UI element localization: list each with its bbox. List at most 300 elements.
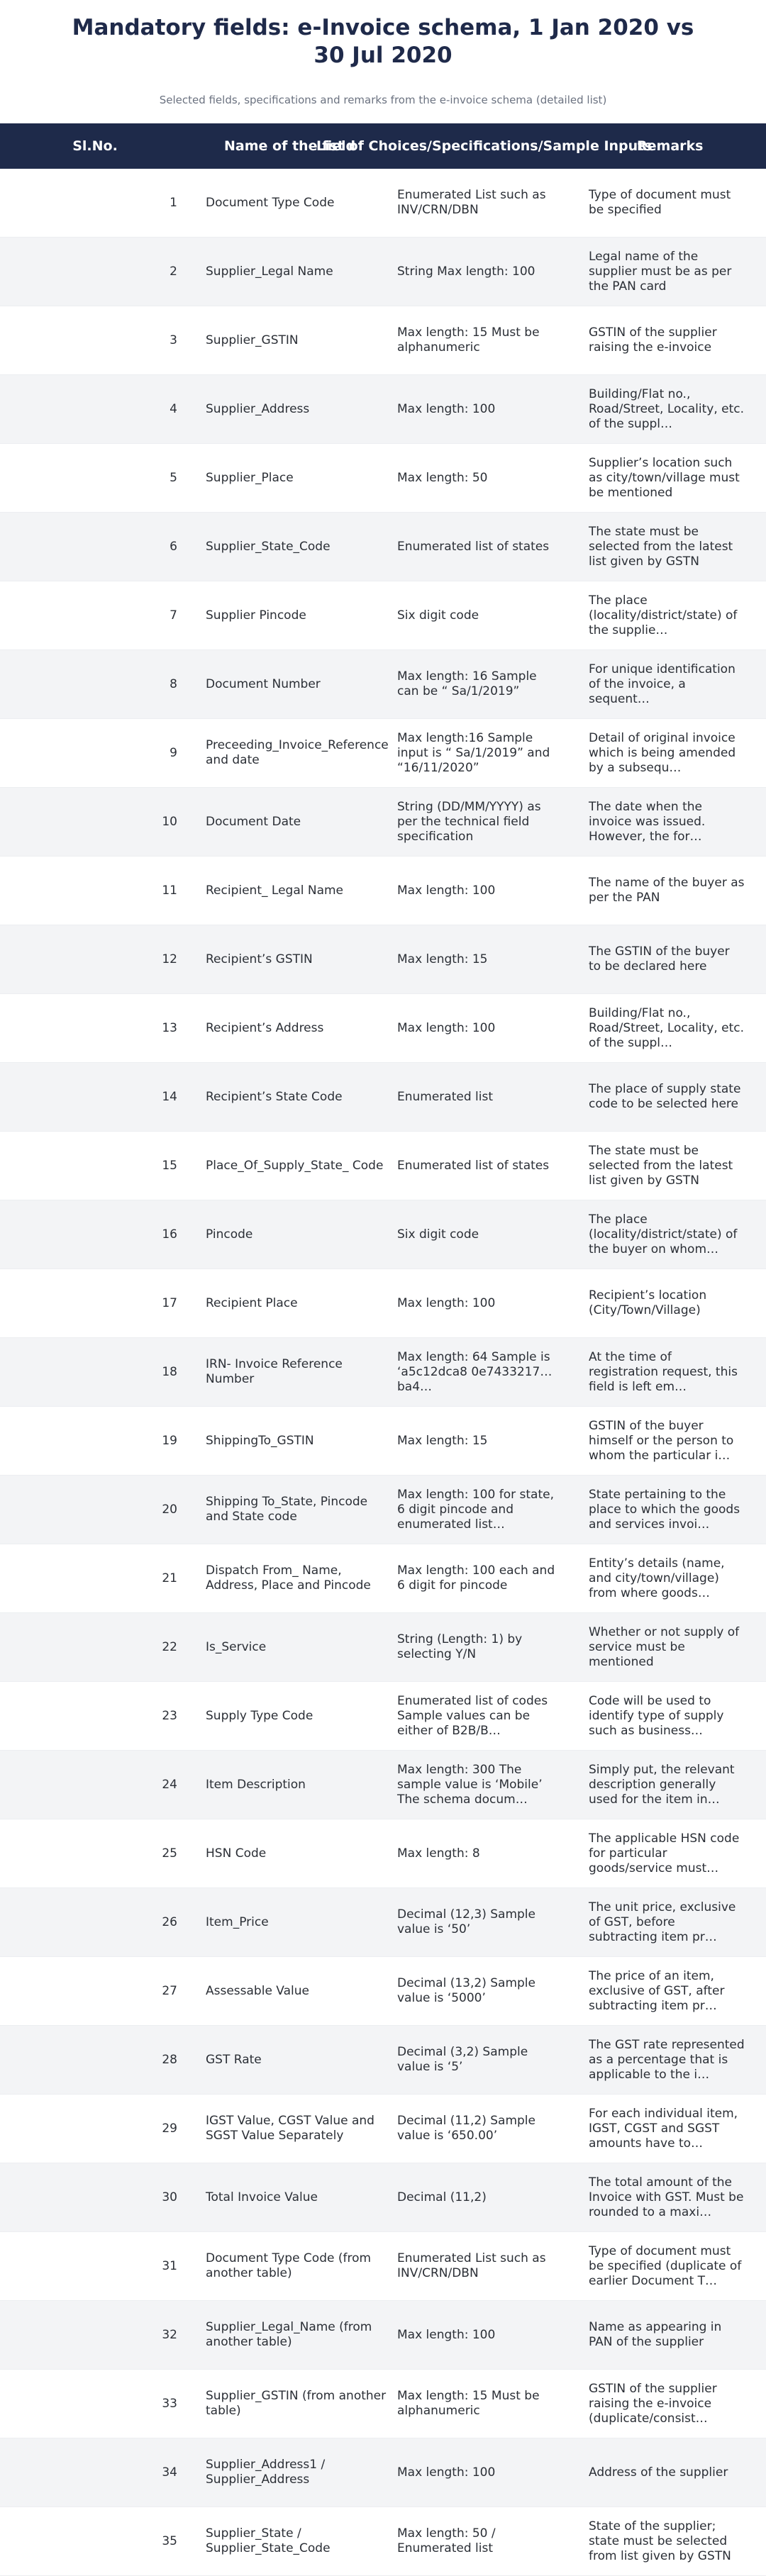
cell-spec-text: Max length: 15	[397, 952, 488, 966]
cell-name	[206, 1132, 390, 1200]
cell-spec-text: Max length: 100	[397, 2465, 496, 2480]
cell-spec-text: Enumerated list	[397, 1089, 494, 1104]
table-row	[0, 1200, 766, 1269]
cell-spec	[397, 1407, 560, 1475]
cell-sl	[135, 1269, 177, 1337]
cell-name-text: Item_Price	[206, 1914, 269, 1929]
cell-remarks-text: Address of the supplier	[589, 2465, 728, 2480]
cell-remarks	[589, 925, 745, 993]
cell-remarks	[589, 581, 745, 649]
cell-spec-text: Enumerated list of states	[397, 1158, 550, 1173]
table-body	[0, 169, 766, 2576]
table-row	[0, 1819, 766, 1888]
cell-name-text: Supplier_Legal_Name (from another table)	[206, 2320, 372, 2349]
cell-name	[206, 1338, 390, 1406]
cell-sl-text: 25	[162, 1846, 177, 1861]
cell-sl	[135, 2507, 177, 2575]
cell-sl-text: 31	[162, 2258, 177, 2273]
cell-name	[206, 238, 390, 306]
table-row	[0, 2232, 766, 2301]
cell-name	[206, 1063, 390, 1131]
cell-remarks	[589, 1132, 745, 1200]
cell-remarks	[589, 1888, 745, 1956]
table-row	[0, 513, 766, 581]
cell-spec-text: Decimal (11,2) Sample value is ‘650.00’	[397, 2114, 535, 2143]
cell-sl	[135, 1751, 177, 1819]
cell-remarks	[589, 444, 745, 512]
cell-name	[206, 2370, 390, 2438]
cell-spec-text: Max length: 100 each and 6 digit for pincode	[397, 1563, 555, 1593]
cell-spec	[397, 788, 560, 856]
cell-sl	[135, 994, 177, 1062]
table-row	[0, 719, 766, 788]
cell-name	[206, 375, 390, 443]
cell-remarks	[589, 2095, 745, 2163]
cell-name	[206, 306, 390, 374]
cell-spec-text: Max length: 50	[397, 470, 488, 485]
table-row	[0, 2163, 766, 2232]
cell-spec-text: Decimal (12,3) Sample value is ‘50’	[397, 1907, 535, 1936]
cell-spec-text: Max length: 100	[397, 1020, 496, 1035]
cell-name	[206, 788, 390, 856]
table-row	[0, 1132, 766, 1200]
cell-name-text: Item Description	[206, 1777, 306, 1792]
table-row	[0, 994, 766, 1063]
cell-remarks-text: Building/Flat no., Road/Street, Locality, etc. of the suppl…	[589, 386, 745, 431]
cell-name-text: IGST Value, CGST Value and SGST Value Separately	[206, 2114, 374, 2143]
cell-spec-text: Max length: 100	[397, 1295, 496, 1310]
cell-remarks-text: Supplier’s location such as city/town/village must be mentioned	[589, 455, 740, 500]
cell-sl-text: 26	[162, 1914, 177, 1929]
cell-spec-text: Max length: 100	[397, 401, 496, 416]
cell-name	[206, 1682, 390, 1750]
cell-spec	[397, 2163, 560, 2231]
cell-spec-text: Max length:16 Sample input is “ Sa/1/2019” and “16/11/2020”	[397, 730, 550, 775]
cell-sl	[135, 788, 177, 856]
cell-remarks	[589, 1269, 745, 1337]
cell-name-text: Document Number	[206, 676, 321, 691]
cell-spec	[397, 1544, 560, 1612]
table-header	[0, 123, 766, 169]
cell-sl-text: 16	[162, 1227, 177, 1242]
cell-remarks-text: Code will be used to identify type of supply such as business…	[589, 1693, 724, 1738]
cell-spec-text: Decimal (13,2) Sample value is ‘5000’	[397, 1976, 535, 2005]
cell-name	[206, 2232, 390, 2300]
cell-spec	[397, 2026, 560, 2094]
cell-sl-text: 30	[162, 2190, 177, 2204]
cell-remarks-text: The GSTIN of the buyer to be declared here	[589, 944, 730, 974]
cell-remarks	[589, 2163, 745, 2231]
table-row	[0, 788, 766, 857]
cell-spec	[397, 169, 560, 237]
cell-remarks	[589, 788, 745, 856]
cell-remarks-text: The price of an item, exclusive of GST, after subtracting item pr…	[589, 1968, 725, 2013]
cell-name	[206, 1957, 390, 2025]
cell-sl-text: 7	[170, 608, 177, 623]
cell-sl-text: 1	[170, 195, 177, 210]
cell-spec	[397, 1888, 560, 1956]
cell-name-text: Total Invoice Value	[206, 2190, 318, 2204]
cell-spec	[397, 2370, 560, 2438]
cell-sl-text: 33	[162, 2396, 177, 2411]
table-row	[0, 238, 766, 306]
table-row	[0, 1063, 766, 1132]
cell-sl-text: 8	[170, 676, 177, 691]
cell-sl-text: 5	[170, 470, 177, 485]
table-row	[0, 1269, 766, 1338]
table-row	[0, 1957, 766, 2026]
cell-name-text: Recipient Place	[206, 1295, 298, 1310]
cell-name	[206, 1819, 390, 1888]
cell-sl-text: 12	[162, 952, 177, 966]
cell-sl	[135, 1338, 177, 1406]
cell-spec	[397, 1751, 560, 1819]
cell-sl-text: 14	[162, 1089, 177, 1104]
cell-sl	[135, 1132, 177, 1200]
cell-remarks-text: State pertaining to the place to which the goods and services invoi…	[589, 1487, 740, 1532]
table-row	[0, 2095, 766, 2163]
cell-spec	[397, 2232, 560, 2300]
cell-name-text: Supplier_Address1 / Supplier_Address	[206, 2458, 326, 2487]
cell-remarks-text: For each individual item, IGST, CGST and SGST amounts have to…	[589, 2106, 738, 2151]
cell-remarks	[589, 513, 745, 581]
cell-name	[206, 650, 390, 718]
column-header-spec: List of Choices/Specifications/Sample Inputs	[316, 138, 653, 154]
cell-remarks-text: The date when the invoice was issued. However, the for…	[589, 799, 706, 844]
cell-spec	[397, 925, 560, 993]
table-row	[0, 169, 766, 238]
cell-remarks-text: GSTIN of the supplier raising the e-invoice	[589, 325, 717, 355]
cell-remarks	[589, 2301, 745, 2369]
cell-spec	[397, 857, 560, 925]
cell-spec	[397, 1269, 560, 1337]
cell-spec-text: Max length: 300 The sample value is ‘Mobile’ The schema docum…	[397, 1762, 543, 1807]
cell-remarks	[589, 375, 745, 443]
cell-remarks	[589, 2507, 745, 2575]
cell-spec	[397, 513, 560, 581]
cell-remarks	[589, 1200, 745, 1269]
cell-name	[206, 1476, 390, 1544]
cell-name-text: Shipping To_State, Pincode and State code	[206, 1495, 368, 1524]
table-row	[0, 1476, 766, 1544]
cell-name	[206, 1751, 390, 1819]
cell-sl-text: 18	[162, 1364, 177, 1379]
cell-name	[206, 994, 390, 1062]
cell-name	[206, 2026, 390, 2094]
column-header-name: Name of the field	[224, 138, 356, 154]
cell-sl	[135, 857, 177, 925]
cell-name-text: Is_Service	[206, 1639, 267, 1654]
cell-name-text: Supply Type Code	[206, 1708, 313, 1723]
cell-spec-text: Enumerated list of codes Sample values can be either of B2B/B…	[397, 1693, 548, 1738]
cell-sl	[135, 1957, 177, 2025]
cell-name	[206, 857, 390, 925]
cell-remarks	[589, 1338, 745, 1406]
table-row	[0, 650, 766, 719]
cell-name	[206, 444, 390, 512]
cell-name-text: Document Type Code (from another table)	[206, 2251, 372, 2280]
cell-spec	[397, 994, 560, 1062]
page-header	[0, 0, 766, 109]
cell-name-text: Supplier_GSTIN	[206, 333, 299, 347]
cell-remarks	[589, 2370, 745, 2438]
cell-sl-text: 9	[170, 745, 177, 760]
table-row	[0, 444, 766, 513]
cell-remarks	[589, 1751, 745, 1819]
cell-remarks-text: Detail of original invoice which is being amended by a subsequ…	[589, 730, 736, 775]
cell-spec	[397, 581, 560, 649]
cell-spec-text: Six digit code	[397, 1227, 479, 1242]
cell-remarks-text: The name of the buyer as per the PAN	[589, 876, 745, 905]
cell-spec	[397, 1476, 560, 1544]
cell-sl	[135, 719, 177, 787]
cell-name-text: Document Date	[206, 814, 301, 829]
cell-spec	[397, 650, 560, 718]
cell-sl	[135, 238, 177, 306]
page-title: Mandatory fields: e-Invoice schema, 1 Jan 2020 vs 30 Jul 2020	[72, 15, 694, 68]
cell-sl	[135, 1063, 177, 1131]
cell-sl	[135, 2370, 177, 2438]
cell-sl	[135, 650, 177, 718]
cell-name	[206, 169, 390, 237]
table-row	[0, 2370, 766, 2438]
cell-name-text: Supplier_State_Code	[206, 539, 331, 554]
cell-remarks-text: Simply put, the relevant description generally used for the item in…	[589, 1762, 735, 1807]
cell-name-text: Assessable Value	[206, 1983, 309, 1998]
cell-name-text: GST Rate	[206, 2052, 262, 2067]
cell-spec	[397, 2301, 560, 2369]
cell-sl-text: 35	[162, 2533, 177, 2548]
cell-remarks-text: The state must be selected from the latest list given by GSTN	[589, 524, 733, 569]
cell-sl	[135, 1888, 177, 1956]
cell-remarks	[589, 169, 745, 237]
cell-spec-text: Max length: 100 for state, 6 digit pincode and enumerated list…	[397, 1487, 554, 1532]
cell-name-text: Pincode	[206, 1227, 253, 1242]
cell-remarks-text: Legal name of the supplier must be as per the PAN card	[589, 249, 732, 294]
cell-name-text: Supplier_State / Supplier_State_Code	[206, 2526, 331, 2555]
cell-spec-text: Decimal (11,2)	[397, 2190, 487, 2204]
cell-sl	[135, 1476, 177, 1544]
cell-sl-text: 11	[162, 883, 177, 898]
cell-name-text: Document Type Code	[206, 195, 335, 210]
cell-sl	[135, 375, 177, 443]
cell-name-text: Supplier_Address	[206, 401, 310, 416]
cell-name-text: HSN Code	[206, 1846, 267, 1861]
cell-sl-text: 34	[162, 2465, 177, 2480]
cell-spec-text: String Max length: 100	[397, 264, 535, 279]
cell-name-text: IRN- Invoice Reference Number	[206, 1357, 343, 1386]
cell-remarks-text: The place (locality/district/state) of the buyer on whom…	[589, 1212, 738, 1256]
cell-sl	[135, 581, 177, 649]
cell-sl-text: 24	[162, 1777, 177, 1792]
cell-spec-text: Max length: 16 Sample can be “ Sa/1/2019”	[397, 669, 537, 698]
cell-remarks-text: GSTIN of the supplier raising the e-invoice (duplicate/consist…	[589, 2381, 717, 2426]
cell-spec-text: Enumerated List such as INV/CRN/DBN	[397, 188, 546, 217]
cell-remarks	[589, 1682, 745, 1750]
cell-remarks	[589, 994, 745, 1062]
table-row	[0, 1888, 766, 1957]
cell-name	[206, 1888, 390, 1956]
cell-remarks-text: The unit price, exclusive of GST, before subtracting item pr…	[589, 1900, 736, 1944]
cell-spec	[397, 1200, 560, 1269]
cell-spec	[397, 1819, 560, 1888]
table-row	[0, 2301, 766, 2370]
table-row	[0, 925, 766, 994]
cell-sl	[135, 2026, 177, 2094]
cell-remarks	[589, 2438, 745, 2507]
cell-remarks-text: Building/Flat no., Road/Street, Locality, etc. of the suppl…	[589, 1005, 745, 1050]
cell-sl-text: 17	[162, 1295, 177, 1310]
cell-remarks-text: The applicable HSN code for particular goods/service must…	[589, 1831, 740, 1875]
cell-remarks	[589, 857, 745, 925]
cell-remarks-text: At the time of registration request, this field is left em…	[589, 1349, 738, 1394]
cell-spec-text: Max length: 64 Sample is ‘a5c12dca8 0e7433217…ba4…	[397, 1349, 553, 1394]
table-row	[0, 2026, 766, 2095]
table-row	[0, 1682, 766, 1751]
cell-sl	[135, 2163, 177, 2231]
cell-spec	[397, 1132, 560, 1200]
cell-name-text: Dispatch From_ Name, Address, Place and Pincode	[206, 1563, 371, 1593]
cell-sl-text: 32	[162, 2327, 177, 2342]
cell-sl-text: 3	[170, 333, 177, 347]
cell-remarks-text: The place (locality/district/state) of the supplie…	[589, 593, 738, 637]
cell-remarks	[589, 1819, 745, 1888]
cell-spec	[397, 444, 560, 512]
cell-remarks	[589, 1544, 745, 1612]
cell-name-text: Place_Of_Supply_State_ Code	[206, 1158, 384, 1173]
table-row	[0, 1613, 766, 1682]
column-header-remarks: Remarks	[637, 138, 704, 154]
cell-remarks-text: GSTIN of the buyer himself or the person to whom the particular i…	[589, 1418, 734, 1463]
cell-sl-text: 23	[162, 1708, 177, 1723]
fields-table	[0, 123, 766, 2576]
cell-sl	[135, 169, 177, 237]
cell-name-text: Recipient’s State Code	[206, 1089, 343, 1104]
cell-spec	[397, 238, 560, 306]
cell-sl	[135, 925, 177, 993]
cell-sl-text: 13	[162, 1020, 177, 1035]
cell-name-text: Supplier_Legal Name	[206, 264, 333, 279]
table-row	[0, 857, 766, 925]
cell-remarks	[589, 238, 745, 306]
cell-sl-text: 6	[170, 539, 177, 554]
cell-sl	[135, 2232, 177, 2300]
cell-name	[206, 2301, 390, 2369]
cell-sl-text: 28	[162, 2052, 177, 2067]
cell-remarks-text: For unique identification of the invoice, a sequent…	[589, 662, 736, 706]
cell-name	[206, 2438, 390, 2507]
cell-sl-text: 19	[162, 1433, 177, 1448]
column-header-sl: Sl.No.	[72, 138, 118, 154]
cell-sl	[135, 1613, 177, 1681]
table-row	[0, 581, 766, 650]
cell-sl	[135, 306, 177, 374]
cell-name	[206, 513, 390, 581]
cell-sl-text: 21	[162, 1571, 177, 1585]
cell-remarks-text: The state must be selected from the latest list given by GSTN	[589, 1143, 733, 1188]
cell-remarks-text: State of the supplier; state must be selected from list given by GSTN	[589, 2519, 731, 2563]
cell-name	[206, 1613, 390, 1681]
cell-remarks-text: Name as appearing in PAN of the supplier	[589, 2320, 722, 2349]
cell-sl	[135, 513, 177, 581]
cell-remarks-text: The total amount of the Invoice with GST. Must be rounded to a maxi…	[589, 2175, 744, 2219]
cell-spec	[397, 1063, 560, 1131]
cell-name-text: Recipient’s GSTIN	[206, 952, 313, 966]
cell-spec-text: Max length: 8	[397, 1846, 480, 1861]
cell-name	[206, 2163, 390, 2231]
cell-name-text: Supplier_GSTIN (from another table)	[206, 2389, 387, 2418]
cell-remarks	[589, 1957, 745, 2025]
cell-sl	[135, 2095, 177, 2163]
cell-spec-text: String (DD/MM/YYYY) as per the technical field specification	[397, 799, 541, 844]
cell-name	[206, 1269, 390, 1337]
cell-spec	[397, 1613, 560, 1681]
cell-remarks-text: Whether or not supply of service must be mentioned	[589, 1624, 740, 1669]
cell-remarks-text: Entity’s details (name, and city/town/village) from where goods…	[589, 1556, 725, 1600]
cell-name	[206, 719, 390, 787]
cell-spec	[397, 2095, 560, 2163]
cell-spec	[397, 719, 560, 787]
cell-spec	[397, 2438, 560, 2507]
cell-remarks	[589, 306, 745, 374]
cell-remarks	[589, 2026, 745, 2094]
cell-sl-text: 27	[162, 1983, 177, 1998]
cell-spec-text: Enumerated List such as INV/CRN/DBN	[397, 2251, 546, 2280]
cell-remarks-text: The place of supply state code to be selected here	[589, 1082, 741, 1111]
cell-remarks	[589, 1407, 745, 1475]
cell-sl	[135, 1200, 177, 1269]
cell-spec	[397, 1957, 560, 2025]
cell-spec-text: Max length: 100	[397, 2327, 496, 2342]
cell-spec-text: String (Length: 1) by selecting Y/N	[397, 1632, 523, 1661]
cell-name	[206, 581, 390, 649]
cell-sl-text: 15	[162, 1158, 177, 1173]
table-row	[0, 1338, 766, 1407]
cell-sl	[135, 1819, 177, 1888]
cell-spec	[397, 2507, 560, 2575]
cell-name-text: Recipient_ Legal Name	[206, 883, 344, 898]
cell-name-text: Supplier Pincode	[206, 608, 306, 623]
page-subtitle: Selected fields, specifications and remarks from the e-invoice schema (detailed list)	[159, 94, 607, 106]
cell-sl-text: 10	[162, 814, 177, 829]
cell-name-text: Recipient’s Address	[206, 1020, 324, 1035]
cell-remarks	[589, 2232, 745, 2300]
cell-remarks-text: Type of document must be specified	[589, 188, 731, 217]
cell-sl	[135, 1544, 177, 1612]
cell-remarks-text: Recipient’s location (City/Town/Village)	[589, 1288, 707, 1317]
cell-spec-text: Max length: 50 / Enumerated list	[397, 2526, 496, 2555]
cell-sl	[135, 1682, 177, 1750]
cell-spec	[397, 1338, 560, 1406]
cell-remarks	[589, 650, 745, 718]
cell-name	[206, 925, 390, 993]
cell-spec	[397, 375, 560, 443]
cell-sl-text: 4	[170, 401, 177, 416]
cell-name	[206, 1200, 390, 1269]
cell-sl	[135, 444, 177, 512]
cell-sl	[135, 1407, 177, 1475]
cell-spec-text: Enumerated list of states	[397, 539, 550, 554]
cell-remarks-text: The GST rate represented as a percentage that is applicable to the i…	[589, 2037, 745, 2082]
cell-name	[206, 1407, 390, 1475]
cell-name-text: Preceeding_Invoice_Reference and date	[206, 738, 389, 767]
cell-name	[206, 2507, 390, 2575]
cell-spec	[397, 306, 560, 374]
cell-sl-text: 29	[162, 2121, 177, 2136]
cell-spec-text: Max length: 15 Must be alphanumeric	[397, 325, 540, 355]
cell-sl-text: 20	[162, 1502, 177, 1517]
cell-remarks	[589, 1476, 745, 1544]
